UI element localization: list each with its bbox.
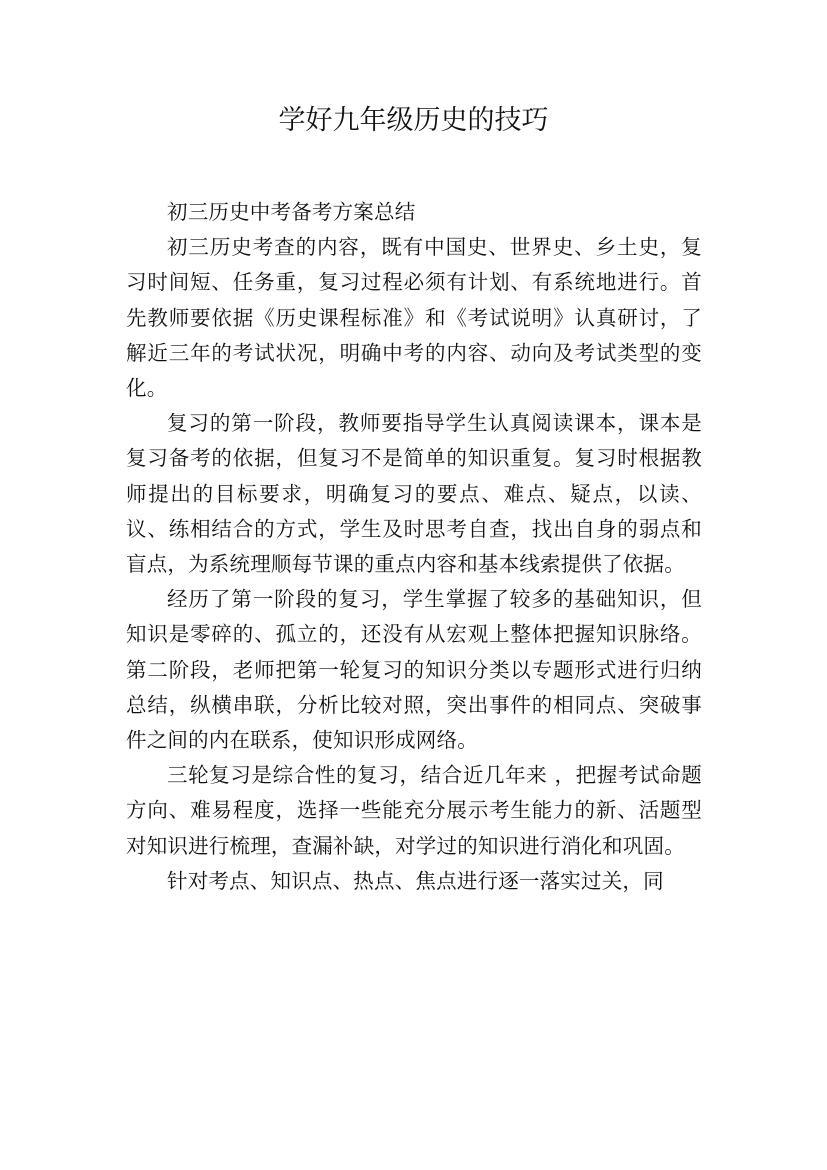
paragraph-stage-one: 复习的第一阶段，教师要指导学生认真阅读课本，课本是复习备考的依据，但复习不是简单的知识重复。复习时根据教师提出的目标要求，明确复习的要点、难点、疑点，以读、议、练相结合的方式，学生及时思考自查，找出自身的弱点和盲点，为系统理顺每节课的重点内容和基本线索提供了依据。	[126, 411, 702, 577]
paragraph-stage-two: 经历了第一阶段的复习，学生掌握了较多的基础知识，但知识是零碎的、孤立的，还没有从宏观上整体把握知识脉络。第二阶段，老师把第一轮复习的知识分类以专题形式进行归纳总结，纵横串联，分析比较对照，突出事件的相同点、突破事件之间的内在联系，使知识形成网络。	[126, 587, 702, 753]
paragraph-subheading: 初三历史中考备考方案总结	[167, 200, 416, 224]
paragraph-intro: 初三历史考查的内容，既有中国史、世界史、乡土史，复习时间短、任务重，复习过程必须有计划、有系统地进行。首先教师要依据《历史课程标准》和《考试说明》认真研讨，了解近三年的考试状况，明确中考的内容、动向及考试类型的变化。	[126, 235, 702, 401]
paragraph-continued: 针对考点、知识点、热点、焦点进行逐一落实过关，同	[167, 868, 664, 893]
document-body	[126, 195, 702, 899]
document-title: 学好九年级历史的技巧	[278, 105, 549, 136]
paragraph-stage-three: 三轮复习是综合性的复习，结合近几年来 ，把握考试命题方向、难易程度，选择一些能充分展示考生能力的新、活题型对知识进行梳理，查漏补缺，对学过的知识进行消化和巩固。	[126, 763, 702, 858]
